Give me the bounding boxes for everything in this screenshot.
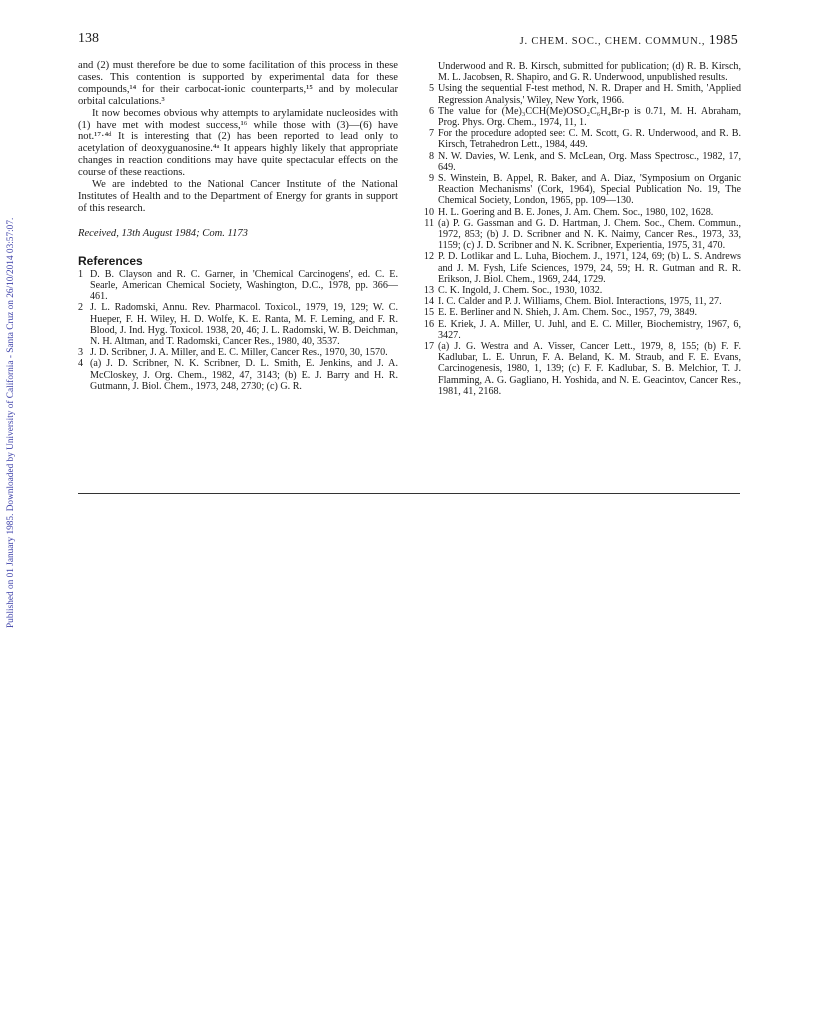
footer-rule [78,493,740,494]
reference-number: 7 [428,128,434,140]
reference-text: C. K. Ingold, J. Chem. Soc., 1930, 1032. [438,285,603,297]
reference-item [421,341,741,397]
reference-item [421,151,741,173]
reference-text: (a) J. G. Westra and A. Visser, Cancer Lett., 1979, 8, 155; (b) F. F. Kadlubar, L. E. Unrun, F. A. Beland, K. M. Straub, and F. E. Evans, Carcinogenesis, 1980, 1, 139; (c) F. F. Kadlubar, S. B. Melchior, T. J. Flamming, A. G. Gagliano, H. Yoshida, and N. E. Geacintov, Cancer Res., 1981, 41, 2168. [438,341,741,397]
reference-text: D. B. Clayson and R. C. Garner, in 'Chemical Carcinogens', ed. C. E. Searle, American Chemical Society, Washington, D.C., 1978, pp. 366—461. [90,268,398,303]
reference-item [421,83,741,105]
reference-item [78,347,398,358]
running-head [520,33,738,49]
reference-number: 16 [423,318,434,330]
reference-number: 6 [428,105,434,117]
reference-number: 14 [423,296,434,308]
reference-item [421,285,741,296]
reference-number: 2 [78,302,84,314]
reference-number: 12 [423,251,434,263]
reference-text: P. D. Lotlikar and L. Luha, Biochem. J., 1971, 124, 69; (b) L. S. Andrews and J. M. Fysh, Life Sciences, 1979, 24, 59; H. R. Gutman and R. R. Erikson, J. Biol. Chem., 1969, 244, 1729. [438,251,741,285]
reference-item [421,319,741,341]
reference-item [78,358,398,392]
reference-text: I. C. Calder and P. J. Williams, Chem. Biol. Interactions, 1975, 11, 27. [438,296,722,308]
reference-continuation: Underwood and R. B. Kirsch, submitted for publication; (d) R. B. Kirsch, M. L. Jacobsen, R. Shapiro, and G. R. Underwood, unpublished results. [438,61,741,84]
left-column [78,60,398,392]
reference-text: The value for (Me)₃CCH(Me)OSO₂C₆H₄Br-p is 0.71, M. H. Abraham, Prog. Phys. Org. Chem., 1974, 11, 1. [438,105,741,129]
reference-number: 10 [423,206,434,218]
reference-text: Using the sequential F-test method, N. R. Draper and H. Smith, 'Applied Regression Analysis,' Wiley, New York, 1966. [438,83,741,106]
acknowledgement-paragraph: We are indebted to the National Cancer Institute of the National Institutes of Health and to the Department of Energy for grants in support of this research. [78,179,398,214]
reference-number: 17 [423,341,434,353]
reference-item [78,269,398,303]
reference-item [78,302,398,347]
reference-text: E. Kriek, J. A. Miller, U. Juhl, and E. C. Miller, Biochemistry, 1967, 6, 3427. [438,318,741,341]
reference-number: 11 [424,217,434,229]
received-date: Received, 13th August 1984; Com. 1173 [78,227,248,239]
download-watermark-text[interactable]: Published on 01 January 1985. Downloaded by University of California - Santa Cruz on 26/10/2014 03:57:07. [6,217,16,628]
reference-item [421,173,741,207]
reference-item [421,106,741,128]
reference-item [421,218,741,252]
reference-number: 1 [78,268,84,280]
reference-text: (a) P. G. Gassman and G. D. Hartman, J. Chem. Soc., Chem. Commun., 1972, 853; (b) J. D. Scribner and N. K. Naimy, Cancer Res., 1973, 33, 1159; (c) J. D. Scribner and N. K. Scribner, Experientia, 1975, 31, 470. [438,217,741,252]
reference-number: 9 [428,173,434,185]
reference-number: 3 [78,347,84,359]
reference-text: S. Winstein, B. Appel, R. Baker, and A. Diaz, 'Symposium on Organic Reaction Mechanisms' (Cork, 1964), Special Publication No. 19, The Chemical Society, London, 1965, pp. 109—130. [438,173,741,207]
references-heading: References [78,253,143,268]
reference-text: (a) J. D. Scribner, N. K. Scribner, D. L. Smith, E. Jenkins, and J. A. McCloskey, J. Org. Chem., 1982, 47, 3143; (b) E. J. Barry and H. R. Gutmann, J. Biol. Chem., 1973, 248, 2730; (c) G. R. [90,358,398,392]
journal-year: 1985 [708,33,738,48]
reference-text: For the procedure adopted see: C. M. Scott, G. R. Underwood, and R. B. Kirsch, Tetrahedron Lett., 1984, 449. [438,128,741,151]
body-paragraph: and (2) must therefore be due to some facilitation of this process in these cases. This contention is supported by experimental data for these compounds,¹⁴ for their carbocat-ionic counterparts,¹⁵ and by molecular orbital calculations.³ [78,60,398,107]
reference-number: 8 [428,150,434,162]
body-paragraph: It now becomes obvious why attempts to arylamidate nucleosides with (1) have met with modest success,¹⁶ while those with (3)—(6) have not.¹⁷·⁴ᵈ It is interesting that (2) has been reported to lead only to acetylation of deoxyguanosine.⁴ᵃ It appears highly likely that appropriate changes in reaction conditions may have quite spectacular effects on the course of these reactions. [78,107,398,179]
reference-number: 4 [78,358,84,370]
reference-item [421,251,741,285]
reference-number: 13 [423,285,434,297]
reference-item [421,207,741,218]
reference-text: H. L. Goering and B. E. Jones, J. Am. Chem. Soc., 1980, 102, 1628. [438,206,714,218]
reference-item [421,307,741,318]
references-list-left [78,269,398,392]
download-watermark [6,168,20,638]
reference-text: E. E. Berliner and N. Shieh, J. Am. Chem. Soc., 1957, 79, 3849. [438,307,698,319]
reference-number: 5 [428,83,434,95]
reference-item [421,128,741,150]
reference-item [421,296,741,307]
reference-text: N. W. Davies, W. Lenk, and S. McLean, Org. Mass Spectrosc., 1982, 17, 649. [438,150,741,173]
right-column [421,61,741,397]
journal-name: J. CHEM. SOC., CHEM. COMMUN., [519,36,706,47]
reference-number: 15 [423,307,434,319]
reference-text: J. D. Scribner, J. A. Miller, and E. C. Miller, Cancer Res., 1970, 30, 1570. [90,347,388,359]
page-number: 138 [78,31,99,46]
reference-text: J. L. Radomski, Annu. Rev. Pharmacol. Toxicol., 1979, 19, 129; W. C. Hueper, F. H. Wiley, H. D. Wolfe, K. E. Ranta, M. F. Leming, and F. R. Blood, J. Ind. Hyg. Toxicol. 1938, 20, 46; J. L. Radomski, W. B. Deichman, N. H. Altman, and T. Radomski, Cancer Res., 1980, 40, 3537. [90,302,398,347]
